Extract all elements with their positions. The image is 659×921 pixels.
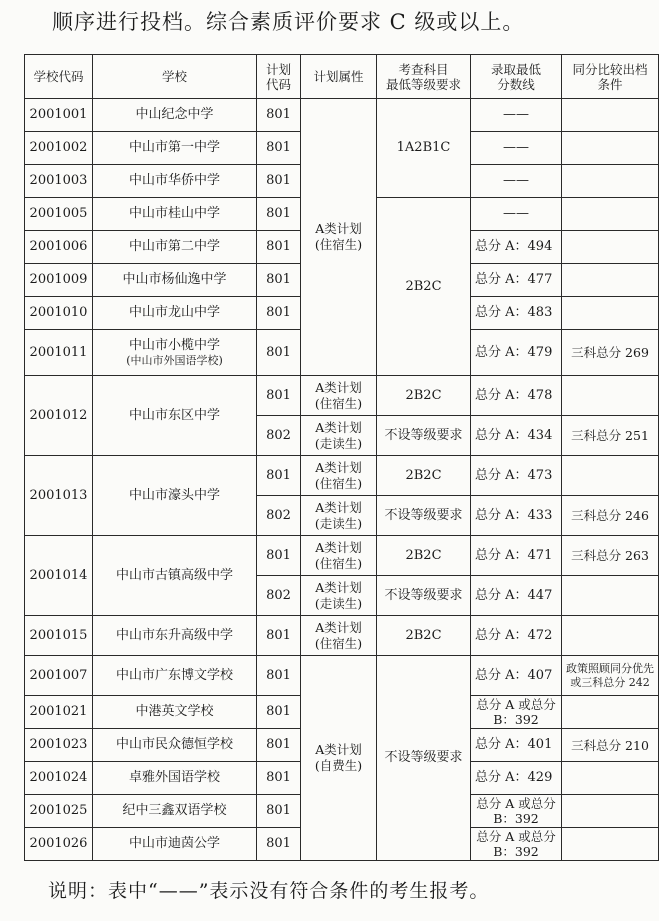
school-cell [93,330,257,376]
tie-break-cell [562,828,659,861]
table-row [25,99,659,132]
plan-type-cell: A类计划 (走读生) [301,496,377,536]
header-row [25,55,659,99]
subject-req-cell: 不设等级要求 [377,576,471,616]
min-score-cell: —— [471,165,562,198]
subject-req-cell: 2B2C [377,616,471,656]
min-score-cell: 总分 A：407 [471,656,562,696]
school-cell: 中山市桂山中学 [93,198,257,231]
min-score-cell: 总分 A：433 [471,496,562,536]
plan-code-cell: 801 [257,99,301,132]
plan-code-cell: 801 [257,696,301,729]
min-score-cell: 总分 A：479 [471,330,562,376]
tie-break-cell [562,231,659,264]
tie-break-cell [562,198,659,231]
intro-text: 顺序进行投档。综合素质评价要求 C 级或以上。 [52,10,525,34]
school-code-cell: 2001002 [25,132,93,165]
min-score-cell: 总分 A 或总分 B：392 [471,828,562,861]
plan-type-cell: A类计划 (走读生) [301,576,377,616]
school-code-cell: 2001014 [25,536,93,616]
school-cell: 中山市东升高级中学 [93,616,257,656]
header-subject-req: 考查科目 最低等级要求 [377,55,471,99]
tie-break-cell [562,165,659,198]
subject-req-cell: 2B2C [377,536,471,576]
school-cell: 中山市杨仙逸中学 [93,264,257,297]
tie-break-cell [562,576,659,616]
min-score-cell: 总分 A 或总分 B：392 [471,696,562,729]
school-code-cell: 2001006 [25,231,93,264]
plan-code-cell: 802 [257,576,301,616]
school-cell: 卓雅外国语学校 [93,762,257,795]
min-score-cell: 总分 A：472 [471,616,562,656]
school-code-cell: 2001012 [25,376,93,456]
min-score-cell: 总分 A：401 [471,729,562,762]
plan-code-cell: 801 [257,376,301,416]
header-school-code: 学校代码 [25,55,93,99]
plan-code-cell: 801 [257,795,301,828]
tie-break-cell [562,762,659,795]
school-cell: 中山市濠头中学 [93,456,257,536]
tie-break-cell: 三科总分 269 [562,330,659,376]
tie-break-cell [562,132,659,165]
school-code-cell: 2001007 [25,656,93,696]
school-cell: 中山市第二中学 [93,231,257,264]
tie-break-cell [562,456,659,496]
header-min-score: 录取最低 分数线 [471,55,562,99]
school-cell: 中山市广东博文学校 [93,656,257,696]
footnote: 说明：表中“——”表示没有符合条件的考生报考。 [48,880,490,902]
min-score-cell: 总分 A：473 [471,456,562,496]
school-code-cell: 2001009 [25,264,93,297]
min-score-cell: 总分 A：494 [471,231,562,264]
table-row [25,536,659,576]
subject-req-cell: 2B2C [377,198,471,376]
school-code-cell: 2001001 [25,99,93,132]
plan-type-cell: A类计划 (住宿生) [301,376,377,416]
tie-break-cell [562,696,659,729]
tie-break-cell: 三科总分 251 [562,416,659,456]
tie-break-cell: 政策照顾同分优先或三科总分 242 [562,656,659,696]
subject-req-cell: 不设等级要求 [377,656,471,861]
school-code-cell: 2001025 [25,795,93,828]
min-score-cell: 总分 A：477 [471,264,562,297]
plan-code-cell: 801 [257,231,301,264]
tie-break-cell [562,264,659,297]
table-row [25,456,659,496]
school-cell: 中港英文学校 [93,696,257,729]
table-row [25,656,659,696]
plan-code-cell: 802 [257,496,301,536]
tie-break-cell [562,99,659,132]
subject-req-cell: 2B2C [377,456,471,496]
plan-type-cell: A类计划 (自费生) [301,656,377,861]
school-cell: 中山市华侨中学 [93,165,257,198]
school-cell: 中山市古镇高级中学 [93,536,257,616]
min-score-cell: —— [471,132,562,165]
school-cell: 中山市第一中学 [93,132,257,165]
plan-code-cell: 801 [257,264,301,297]
tie-break-cell [562,795,659,828]
school-cell: 中山市龙山中学 [93,297,257,330]
plan-code-cell: 801 [257,828,301,861]
plan-code-cell: 801 [257,616,301,656]
plan-code-cell: 801 [257,656,301,696]
min-score-cell: 总分 A 或总分 B：392 [471,795,562,828]
min-score-cell: —— [471,198,562,231]
school-cell: 中山市东区中学 [93,376,257,456]
subject-req-cell: 不设等级要求 [377,496,471,536]
plan-code-cell: 801 [257,536,301,576]
plan-type-cell: A类计划 (住宿生) [301,616,377,656]
school-cell: 纪中三鑫双语学校 [93,795,257,828]
tie-break-cell [562,616,659,656]
min-score-cell: 总分 A：434 [471,416,562,456]
school-code-cell: 2001021 [25,696,93,729]
header-school: 学校 [93,55,257,99]
min-score-cell: —— [471,99,562,132]
school-name: 中山市小榄中学 [128,338,220,354]
min-score-cell: 总分 A：471 [471,536,562,576]
school-code-cell: 2001026 [25,828,93,861]
table-row [25,376,659,416]
subject-req-cell: 2B2C [377,376,471,416]
plan-type-cell: A类计划 (住宿生) [301,99,377,376]
plan-code-cell: 801 [257,330,301,376]
tie-break-cell: 三科总分 210 [562,729,659,762]
subject-req-cell: 不设等级要求 [377,416,471,456]
tie-break-cell [562,376,659,416]
subject-req-cell: 1A2B1C [377,99,471,198]
school-cell: 中山市迪茵公学 [93,828,257,861]
plan-type-cell: A类计划 (住宿生) [301,536,377,576]
school-code-cell: 2001023 [25,729,93,762]
plan-code-cell: 801 [257,165,301,198]
school-cell: 中山纪念中学 [93,99,257,132]
school-code-cell: 2001024 [25,762,93,795]
school-code-cell: 2001010 [25,297,93,330]
plan-code-cell: 801 [257,456,301,496]
plan-type-cell: A类计划 (走读生) [301,416,377,456]
school-code-cell: 2001015 [25,616,93,656]
min-score-cell: 总分 A：447 [471,576,562,616]
school-code-cell: 2001011 [25,330,93,376]
tie-break-cell: 三科总分 263 [562,536,659,576]
school-alt-name: (中山市外国语学校) [126,353,223,367]
school-code-cell: 2001005 [25,198,93,231]
plan-code-cell: 801 [257,297,301,330]
plan-code-cell: 801 [257,729,301,762]
min-score-cell: 总分 A：478 [471,376,562,416]
plan-code-cell: 801 [257,132,301,165]
min-score-cell: 总分 A：429 [471,762,562,795]
plan-code-cell: 802 [257,416,301,456]
school-code-cell: 2001013 [25,456,93,536]
header-plan-type: 计划属性 [301,55,377,99]
plan-code-cell: 801 [257,762,301,795]
school-code-cell: 2001003 [25,165,93,198]
min-score-cell: 总分 A：483 [471,297,562,330]
header-tie-break: 同分比较出档 条件 [562,55,659,99]
admission-table [24,54,659,861]
school-cell: 中山市民众德恒学校 [93,729,257,762]
tie-break-cell [562,297,659,330]
table-row [25,616,659,656]
plan-code-cell: 801 [257,198,301,231]
tie-break-cell: 三科总分 246 [562,496,659,536]
header-plan-code: 计划 代码 [257,55,301,99]
plan-type-cell: A类计划 (住宿生) [301,456,377,496]
